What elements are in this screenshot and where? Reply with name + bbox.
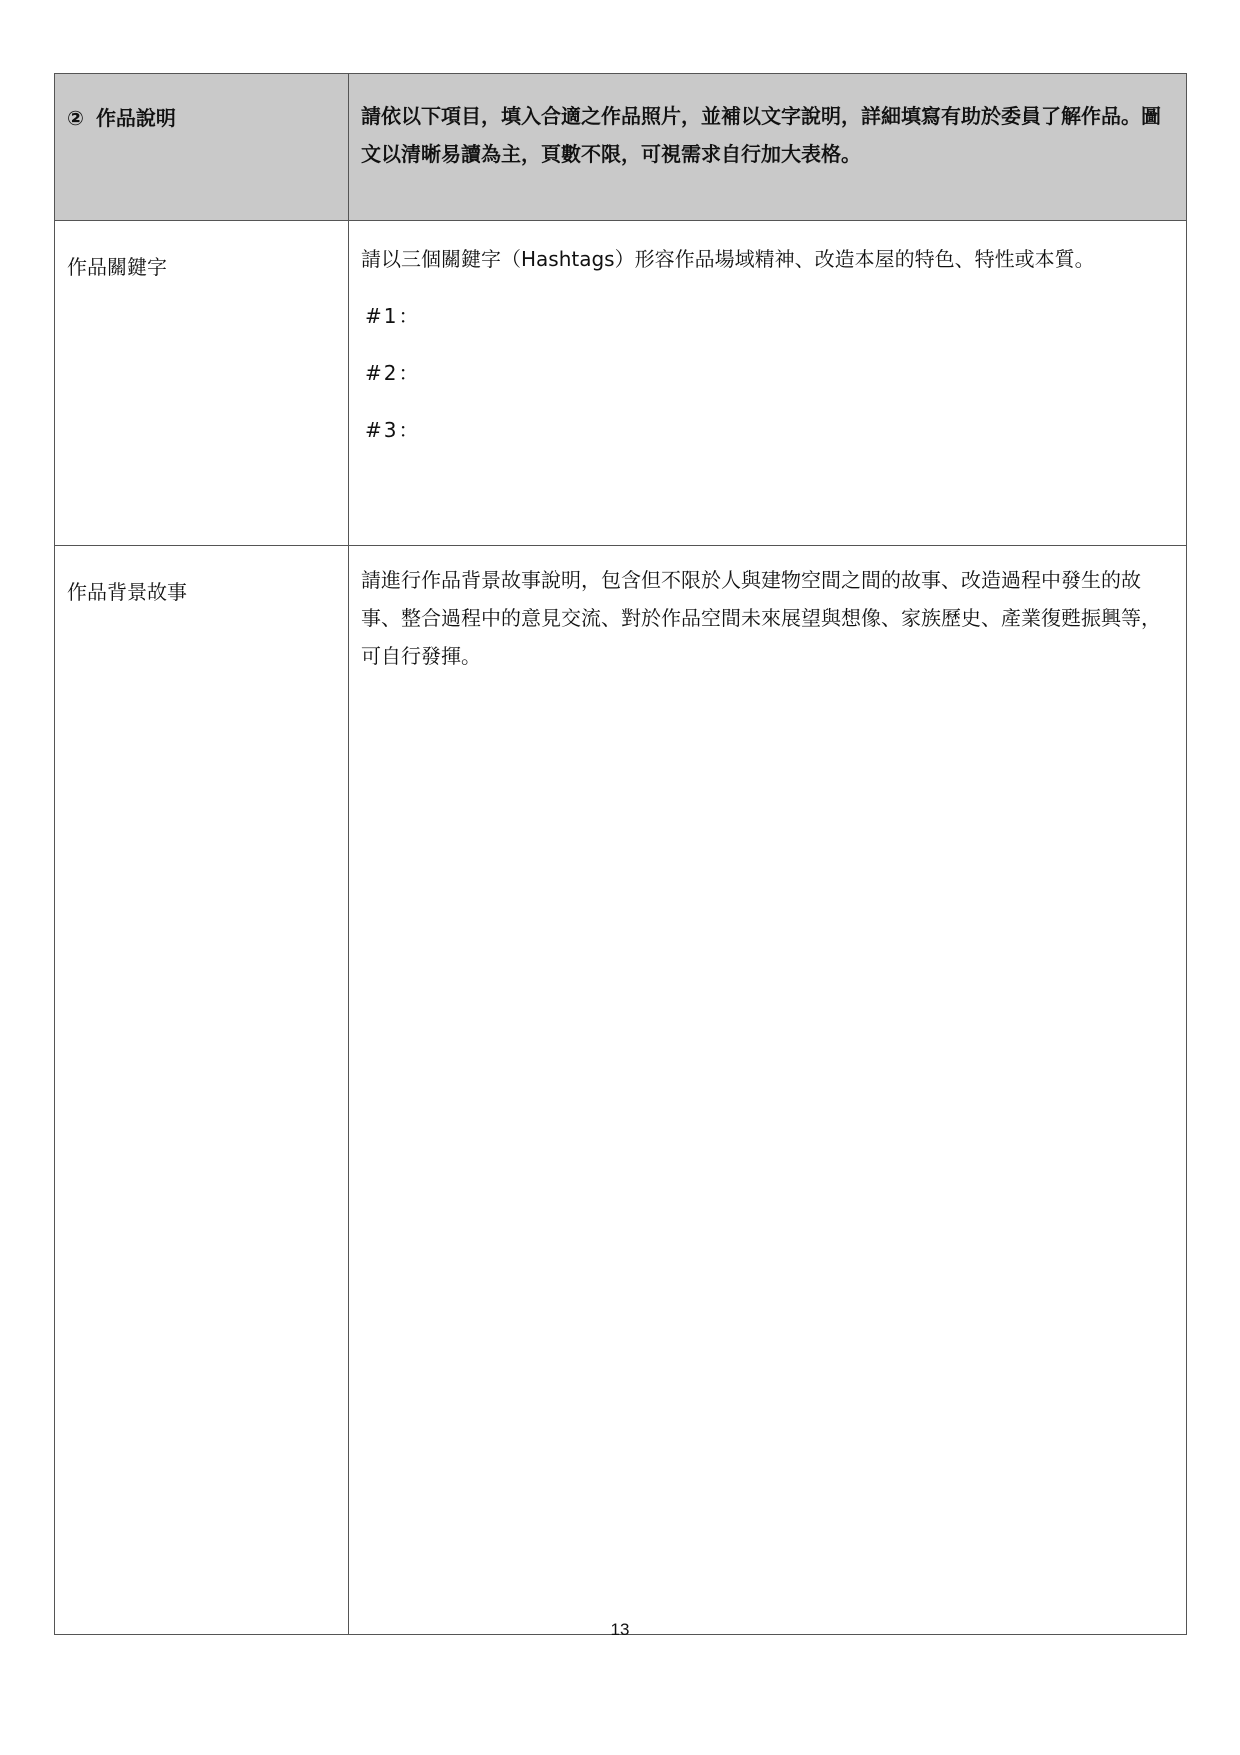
section-header-row <box>55 74 1187 221</box>
story-row <box>55 546 1187 1635</box>
section-number: ② <box>67 106 84 130</box>
work-description-form <box>54 73 1187 1635</box>
hashtag-field-1[interactable]: #1： <box>365 304 421 328</box>
keywords-input-cell[interactable] <box>349 221 1187 546</box>
section-instruction: 請依以下項目，填入合適之作品照片，並補以文字說明，詳細填寫有助於委員了解作品。圖文以清晰易讀為主，頁數不限，可視需求自行加大表格。 <box>349 74 1187 221</box>
section-title: 作品說明 <box>95 106 176 130</box>
story-label: 作品背景故事 <box>55 546 349 1635</box>
page-number: 13 <box>610 1620 630 1639</box>
hashtag-field-3[interactable]: #3： <box>365 418 421 442</box>
hashtag-field-2[interactable]: #2： <box>365 361 421 385</box>
keywords-label: 作品關鍵字 <box>55 221 349 546</box>
keywords-prompt: 請以三個關鍵字（Hashtags）形容作品場域精神、改造本屋的特色、特性或本質。 <box>361 247 1095 271</box>
section-title-cell <box>55 74 349 221</box>
story-prompt: 請進行作品背景故事說明，包含但不限於人與建物空間之間的故事、改造過程中發生的故事、整合過程中的意見交流、對於作品空間未來展望與想像、家族歷史、產業復甦振興等，可自行發揮。 <box>361 568 1161 668</box>
story-input-cell[interactable] <box>349 546 1187 1635</box>
keywords-row <box>55 221 1187 546</box>
